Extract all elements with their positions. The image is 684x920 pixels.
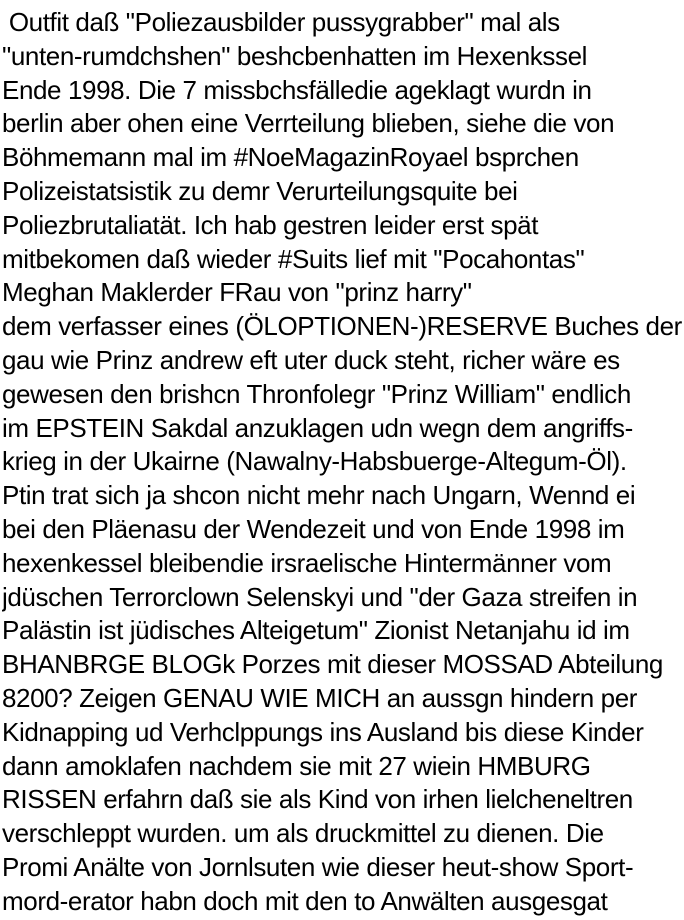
- text-line: RISSEN erfahrn daß sie als Kind von irhen lielcheneltren: [2, 784, 633, 815]
- text-line: dem verfasser eines (ÖLOPTIONEN-)RESERVE Buches der: [2, 311, 682, 342]
- text-line: Promi Anälte von Jornlsuten wie dieser heut-show Sport-: [2, 851, 634, 882]
- text-line: verschleppt wurden. um als druckmittel zu dienen. Die: [2, 818, 604, 849]
- text-block: [2, 6, 682, 919]
- text-line: BHANBRGE BLOGk Porzes mit dieser MOSSAD Abteilung: [2, 649, 663, 680]
- text-line: dann amoklafen nachdem sie mit 27 wiein HMBURG: [2, 750, 591, 781]
- text-line: mitbekomen daß wieder #Suits lief mit "Pocahontas": [2, 243, 585, 274]
- text-line: hexenkessel bleibendie irsraelische Hintermänner vom: [2, 547, 612, 578]
- text-line: Palästin ist jüdisches Alteigetum" Zionist Netanjahu id im: [2, 615, 630, 646]
- text-line: Kidnapping ud Verhclppungs ins Ausland bis diese Kinder: [2, 716, 644, 747]
- text-line: Ptin trat sich ja shcon nicht mehr nach Ungarn, Wennd ei: [2, 480, 636, 511]
- text-line: Ende 1998. Die 7 missbchsfälledie ageklagt wurdn in: [2, 74, 592, 105]
- text-line: gau wie Prinz andrew eft uter duck steht, richer wäre es: [2, 344, 620, 375]
- text-line: jdüschen Terrorclown Selenskyi und "der Gaza streifen in: [2, 581, 638, 612]
- text-line: 8200? Zeigen GENAU WIE MICH an aussgn hindern per: [2, 682, 638, 713]
- text-line: bei den Pläenasu der Wendezeit und von Ende 1998 im: [2, 513, 625, 544]
- text-line: "unten-rumdchshen" beshcbenhatten im Hexenkssel: [2, 40, 588, 71]
- text-line: Poliezbrutaliatät. Ich hab gestren leider erst spät: [2, 209, 539, 240]
- text-line: Böhmemann mal im #NoeMagazinRoyael bsprchen: [2, 142, 579, 173]
- text-line: im EPSTEIN Sakdal anzuklagen udn wegn dem angriffs-: [2, 412, 633, 443]
- text-line: krieg in der Ukairne (Nawalny-Habsbuerge-Altegum-Öl).: [2, 446, 627, 477]
- text-line: mord-erator habn doch mit den to Anwälten ausgesgat: [2, 885, 608, 916]
- text-line: Polizeistatsistik zu demr Verurteilungsquite bei: [2, 175, 518, 206]
- text-line: Meghan Maklerder FRau von "prinz harry": [2, 277, 472, 308]
- text-line: gewesen den brishcn Thronfolegr "Prinz William" endlich: [2, 378, 631, 409]
- text-line: Outfit daß "Poliezausbilder pussygrabber" mal als: [2, 7, 560, 37]
- text-line: berlin aber ohen eine Verrteilung blieben, siehe die von: [2, 108, 615, 139]
